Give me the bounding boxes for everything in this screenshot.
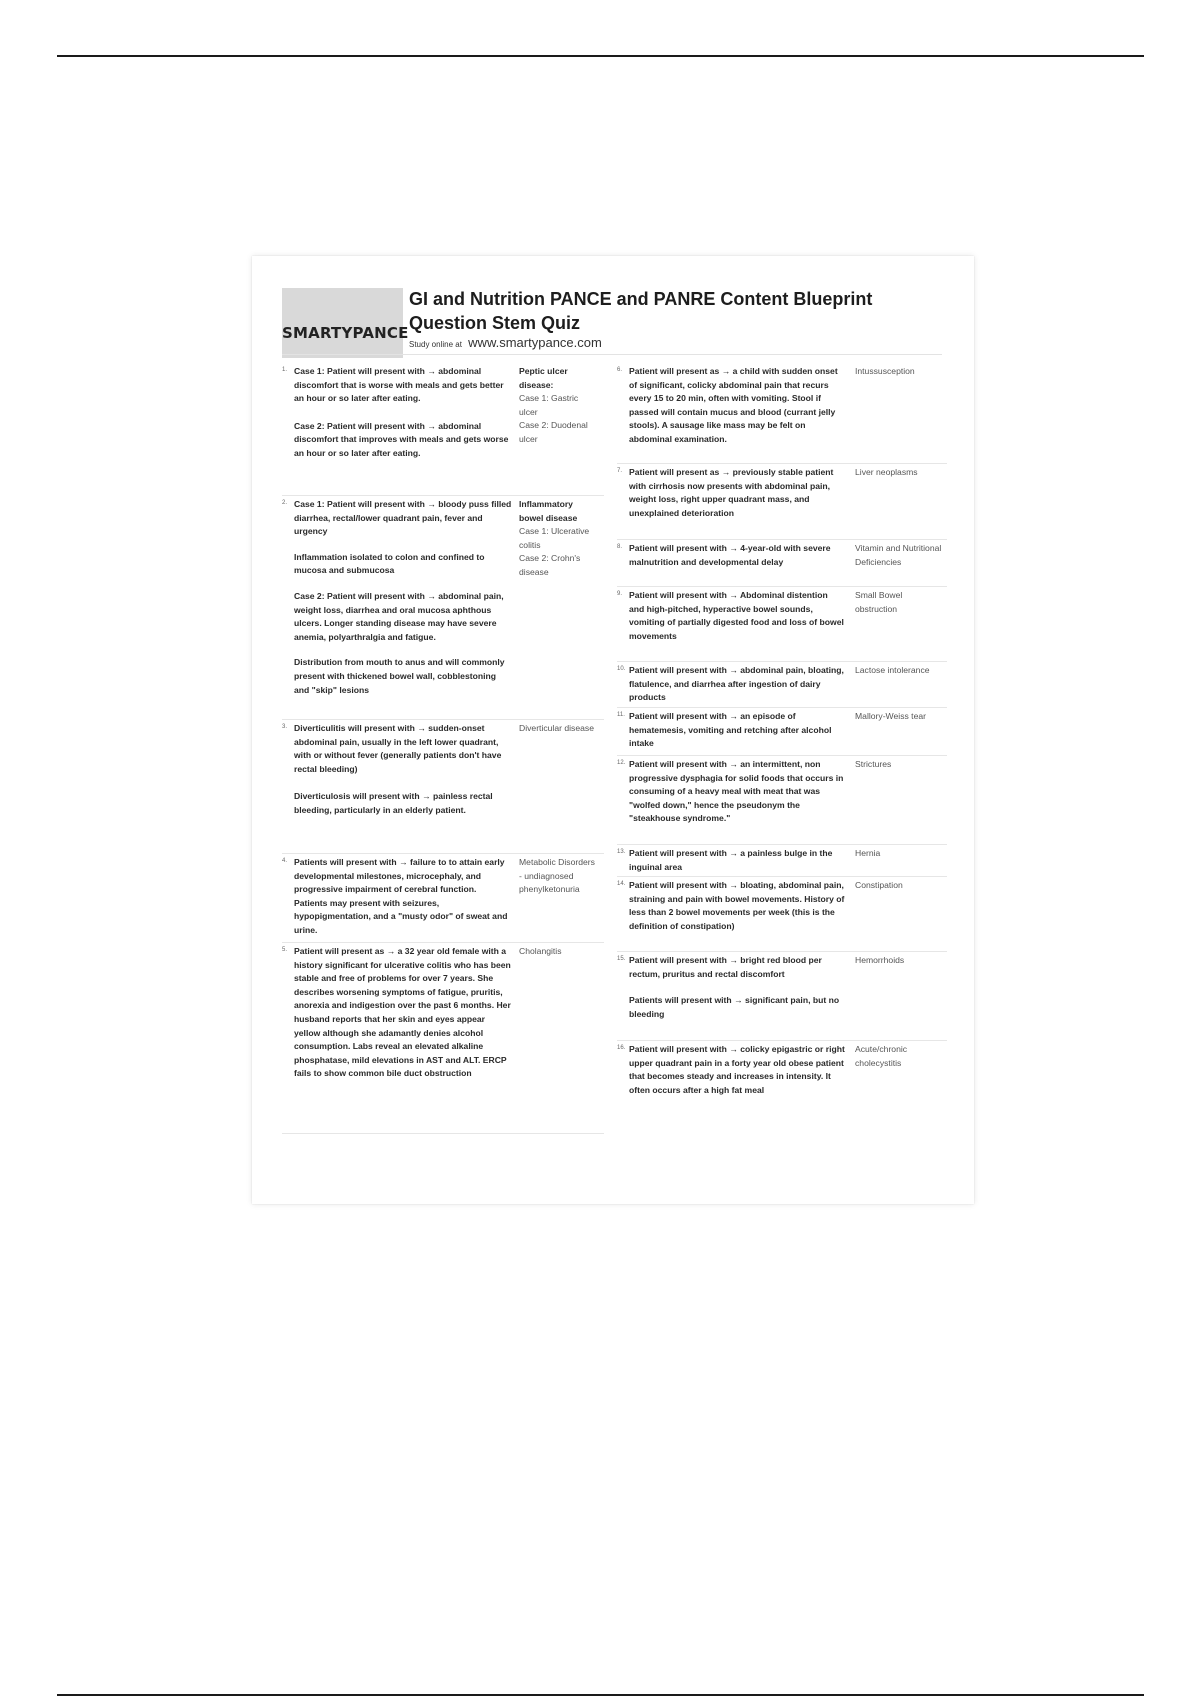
stem-paragraph: Inflammation isolated to colon and confined to mucosa and submucosa [294,551,485,576]
question-stem [294,365,512,461]
answer-line: Metabolic Disorders - undiagnosed phenylketonuria [519,857,595,895]
answer [519,498,599,580]
bottom-rule [57,1694,1144,1696]
question-item [617,845,947,877]
stem-paragraph: Distribution from mouth to anus and will commonly present with thickened bowel wall, cobblestoning and "skip" lesions [294,657,505,695]
answer-line: Cholangitis [519,946,562,956]
question-stem [629,954,845,1021]
question-number: 12. [617,760,626,766]
question-number: 13. [617,849,626,855]
question-item [617,662,947,708]
question-number: 11. [617,712,625,718]
stem-paragraph: Patient will present with → a painless bulge in the inguinal area [629,848,833,872]
stem-paragraph: Case 2: Patient will present with → abdominal discomfort that improves with meals and gets worse an hour or so later after eating. [294,420,509,458]
right-column [617,363,947,1117]
study-url-link[interactable]: www.smartypance.com [468,335,602,350]
answer [519,722,599,736]
question-item [617,587,947,662]
left-column [282,363,604,1134]
answer [855,542,943,569]
question-number: 2. [282,500,288,506]
question-number: 3. [282,724,288,730]
answer-line: Intussusception [855,366,915,376]
answer [519,365,599,447]
question-stem [629,847,845,874]
answer-line: Liver neoplasms [855,467,918,477]
title-line-2: Question Stem Quiz [409,313,581,333]
stem-paragraph: Patient will present with → bright red blood per rectum, pruritus and rectal discomfort [629,955,822,979]
answer [855,879,943,893]
answer-line: Small Bowel obstruction [855,590,903,614]
answer-line: Mallory-Weiss tear [855,711,926,721]
question-item [282,943,604,1134]
answer [855,847,943,861]
question-number: 9. [617,591,623,597]
question-stem [629,542,845,569]
stem-paragraph: Patient will present with → 4-year-old with severe malnutrition and developmental delay [629,543,831,567]
answer-line: Case 1: Ulcerative colitis [519,526,590,550]
stem-paragraph: Patients will present with → significant pain, but no bleeding [629,995,840,1019]
answer [855,954,943,968]
question-stem [294,498,512,697]
answer [855,758,943,772]
question-number: 5. [282,947,288,953]
question-number: 14. [617,881,626,887]
question-item [282,854,604,943]
answer-line: Case 2: Duodenal ulcer [519,420,588,444]
question-stem [629,758,845,826]
stem-paragraph: Patient will present as → a child with sudden onset of significant, colicky abdominal pain that recurs every 15 to 20 min, often with vomiting. Stool if passed will contain mucus and blood (currant jelly stools). A sausage like mass may be felt on abdominal examination. [629,366,838,444]
answer-line: Strictures [855,759,892,769]
stem-paragraph: Case 1: Patient will present with → abdominal discomfort that is worse with meals and gets better an hour or so later after eating. [294,366,504,404]
answer-line: Constipation [855,880,903,890]
answer-line: Case 2: Crohn's disease [519,553,581,577]
question-number: 16. [617,1045,626,1051]
question-stem [629,466,845,520]
question-stem [629,589,845,643]
document-page [252,256,974,1204]
question-item [617,540,947,587]
question-number: 15. [617,956,626,962]
question-item [617,756,947,845]
question-stem [294,945,512,1081]
answer-line: Lactose intolerance [855,665,930,675]
answer-line: Diverticular disease [519,723,594,733]
question-item [282,720,604,854]
stem-paragraph: Patient will present with → Abdominal distention and high-pitched, hyperactive bowel sounds, vomiting of partially digested food and loss of bowel movements [629,590,844,641]
question-number: 1. [282,367,288,373]
question-item [617,464,947,540]
question-stem [629,365,845,447]
stem-paragraph: Patients will present with → failure to to attain early developmental milestones, microcephaly, and progressive impairment of cerebral function. Patients may present with seizures, hypopigmentation, and a "musty odor" of sweat and urine. [294,857,508,935]
answer-line: Hernia [855,848,881,858]
stem-paragraph: Case 2: Patient will present with → abdominal pain, weight loss, diarrhea and oral mucosa aphthous ulcers. Longer standing disease may have severe anemia, polyarthralgia and fatigue. [294,590,504,642]
question-stem [629,1043,845,1097]
title-line-1: GI and Nutrition PANCE and PANRE Content Blueprint [409,289,873,309]
question-number: 10. [617,666,626,672]
question-stem [294,856,512,938]
question-stem [629,710,845,751]
stem-paragraph: Patient will present with → colicky epigastric or right upper quadrant pain in a forty year old obese patient that becomes steady and increases in intensity. It often occurs after a high fat meal [629,1044,845,1095]
stem-paragraph: Patient will present with → an episode of hematemesis, vomiting and retching after alcohol intake [629,711,832,749]
question-number: 6. [617,367,623,373]
question-number: 8. [617,544,623,550]
answer [855,365,943,379]
question-item [617,877,947,952]
logo-text: SMARTYPANCE [282,324,409,342]
question-item [617,1041,947,1117]
answer-line: Hemorrhoids [855,955,905,965]
stem-paragraph: Patient will present with → abdominal pain, bloating, flatulence, and diarrhea after ingestion of dairy products [629,665,844,703]
page-title [409,287,929,335]
answer [855,710,943,724]
answer [855,664,943,678]
answer [855,466,943,480]
question-item [617,363,947,464]
stem-paragraph: Patient will present as → a 32 year old female with a history significant for ulcerative colitis who has been stable and free of problems for over 7 years. She describes worsening symptoms of fatigue, pruritis, anorexia and indigestion over the past 6 months. Her husband reports that her skin and eyes appear yellow although she adamantly denies alcohol consumption. Labs reveal an elevated alkaline phosphatase, mild elevations in AST and ALT. ERCP fails to show common bile duct obstruction [294,946,511,1079]
top-rule [57,55,1144,57]
stem-paragraph: Patient will present as → previously stable patient with cirrhosis now presents with abdominal pain, weight loss, right upper quadrant mass, and unexplained deterioration [629,467,834,518]
question-item [282,363,604,496]
question-item [617,952,947,1041]
study-label: Study online at [409,340,462,349]
stem-paragraph: Case 1: Patient will present with → bloody puss filled diarrhea, rectal/lower quadrant pain, fever and urgency [294,499,512,537]
stem-paragraph: Patient will present with → bloating, abdominal pain, straining and pain with bowel movements. History of less than 2 bowel movements per week (this is the definition of constipation) [629,880,845,931]
answer [519,945,599,959]
question-stem [294,722,512,818]
question-number: 4. [282,858,288,864]
smartypance-logo [282,288,409,358]
stem-paragraph: Diverticulosis will present with → painless rectal bleeding, particularly in an elderly patient. [294,791,493,815]
question-number: 7. [617,468,623,474]
study-online-line [409,335,602,350]
stem-paragraph: Patient will present with → an intermittent, non progressive dysphagia for solid foods that occurs in consuming of a heavy meal with meat that was "wolfed down," hence the pseudonym the "steakhouse syndrome." [629,759,844,824]
answer [855,1043,943,1070]
answer [855,589,943,616]
header-divider [282,354,942,355]
question-stem [629,664,845,705]
question-item [617,708,947,756]
answer-heading: Peptic ulcer disease: [519,366,568,390]
answer-heading: Inflammatory bowel disease [519,499,578,523]
answer-line: Vitamin and Nutritional Deficiencies [855,543,942,567]
answer-line: Acute/chronic cholecystitis [855,1044,908,1068]
question-stem [629,879,845,933]
answer-line: Case 1: Gastric ulcer [519,393,579,417]
answer [519,856,599,897]
question-item [282,496,604,720]
stem-paragraph: Diverticulitis will present with → sudden-onset abdominal pain, usually in the left lower quadrant, with or without fever (generally patients don't have rectal bleeding) [294,723,502,774]
